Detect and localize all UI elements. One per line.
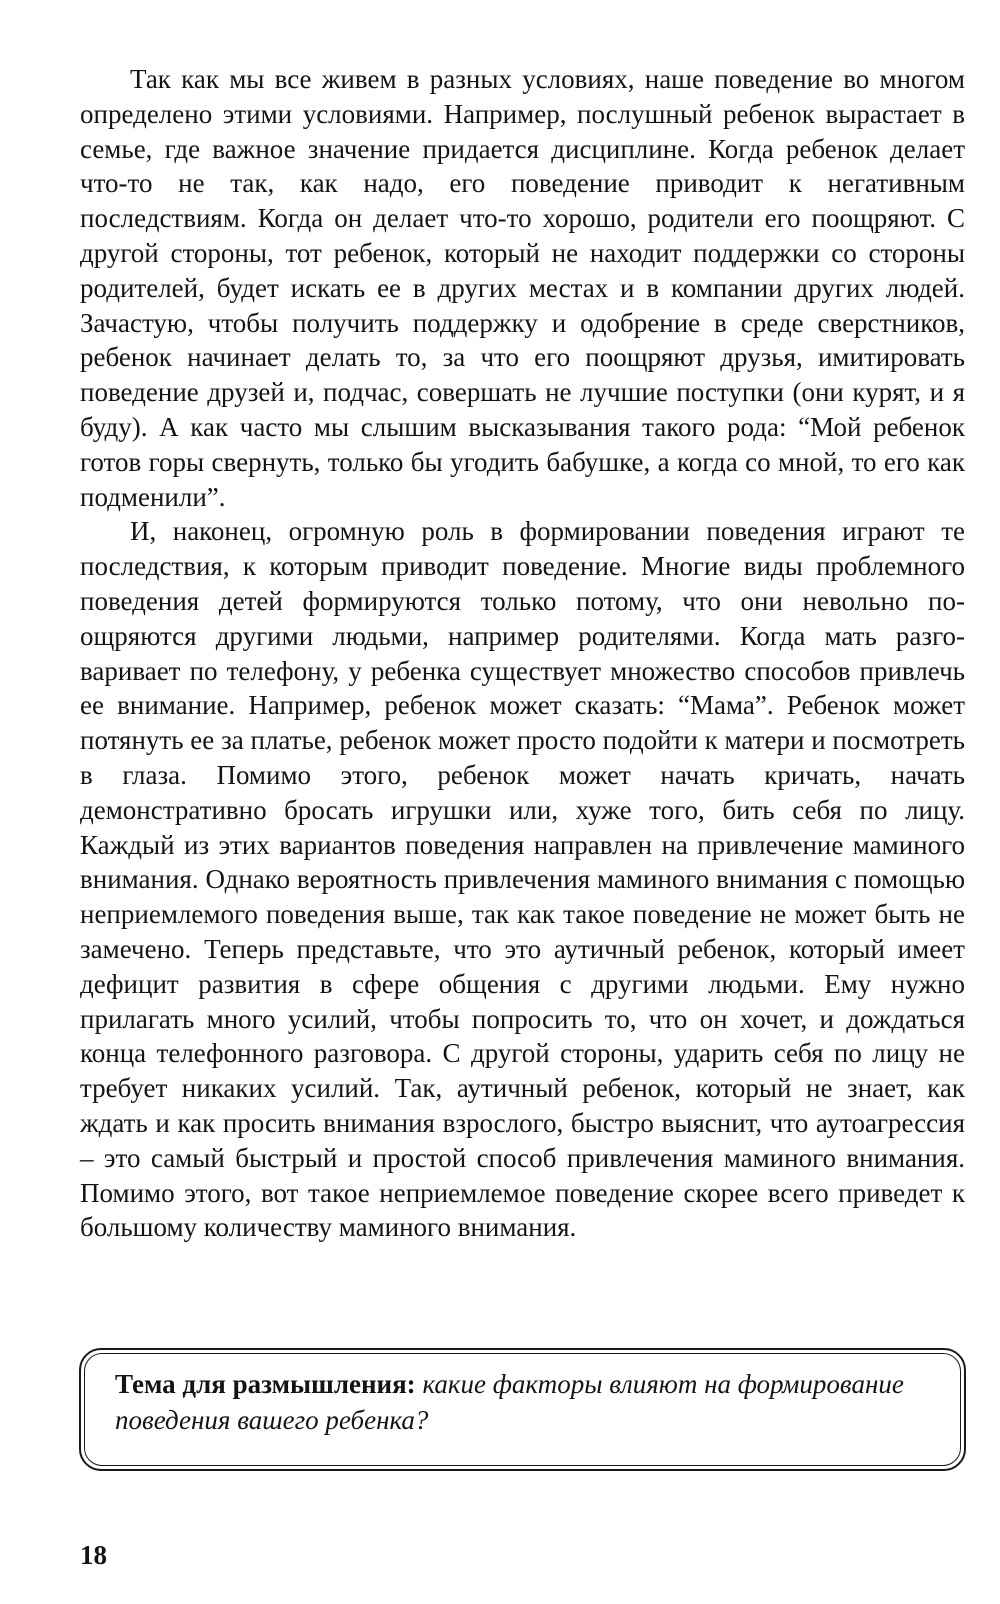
- paragraph-1: Так как мы все живем в разных условиях, наше поведение во многом определено этими условиями. Например, послушный ребенок вырастает в семье, где важное значение придается дисциплине. Когда ребенок делает что-то не так, как надо, его поведение приводит к негативным последствиям. Когда он делает что-то хорошо, родители его поощряют. С другой стороны, тот ребенок, который не находит поддержки со стороны родителей, будет искать ее в других местах и в компании других людей. Зачастую, чтобы получить поддержку и одобрение в среде сверстников, ребенок начинает делать то, за что его поощряют друзья, имитировать поведение друзей и, подчас, совершать не лучшие поступки (они курят, и я буду). А как часто мы слышим высказывания такого рода: “Мой ребенок готов горы свернуть, только бы угодить бабушке, а когда со мной, то его как подменили”.: [80, 64, 965, 512]
- reflection-box: [79, 1348, 966, 1471]
- reflection-question: какие факторы влияют на формирование поведения вашего ребенка?: [115, 1369, 904, 1435]
- reflection-label: Тема для размышления:: [115, 1369, 416, 1399]
- reflection-box-inner: [84, 1353, 961, 1466]
- body-text: [80, 62, 965, 1245]
- page-number: 18: [80, 1540, 107, 1570]
- paragraph-2: И, наконец, огромную роль в формировании поведения играют те последствия, к которым приводит поведение. Многие виды проблемного поведения детей формируются только потому, что они невольно поощряются другими людьми, например родителями. Когда мать разговаривает по телефону, у ребенка существует множество способов привлечь ее внимание. Например, ребенок может сказать: “Мама”. Ребенок может потянуть ее за платье, ребенок может просто подойти к матери и посмотреть в глаза. Помимо этого, ребенок может начать кричать, начать демонстративно бросать игрушки или, хуже того, бить себя по лицу. Каждый из этих вариантов поведения направлен на привлечение маминого внимания. Однако вероятность привлечения маминого внимания с помощью неприемлемого поведения выше, так как такое поведение не может быть не замечено. Теперь представьте, что это аутичный ребенок, который имеет дефицит развития в сфере общения с другими людьми. Ему нужно прилагать много усилий, чтобы попросить то, что он хочет, и дождаться конца телефонного разговора. С другой стороны, ударить себя по лицу не требует никаких усилий. Так, аутичный ребенок, который не знает, как ждать и как просить внимания взрослого, быстро выяснит, что аутоагрессия – это самый быстрый и простой способ привлечения маминого внимания. Помимо этого, вот такое неприемлемое поведение скорее всего приведет к большому количеству маминого внимания.: [80, 516, 965, 1243]
